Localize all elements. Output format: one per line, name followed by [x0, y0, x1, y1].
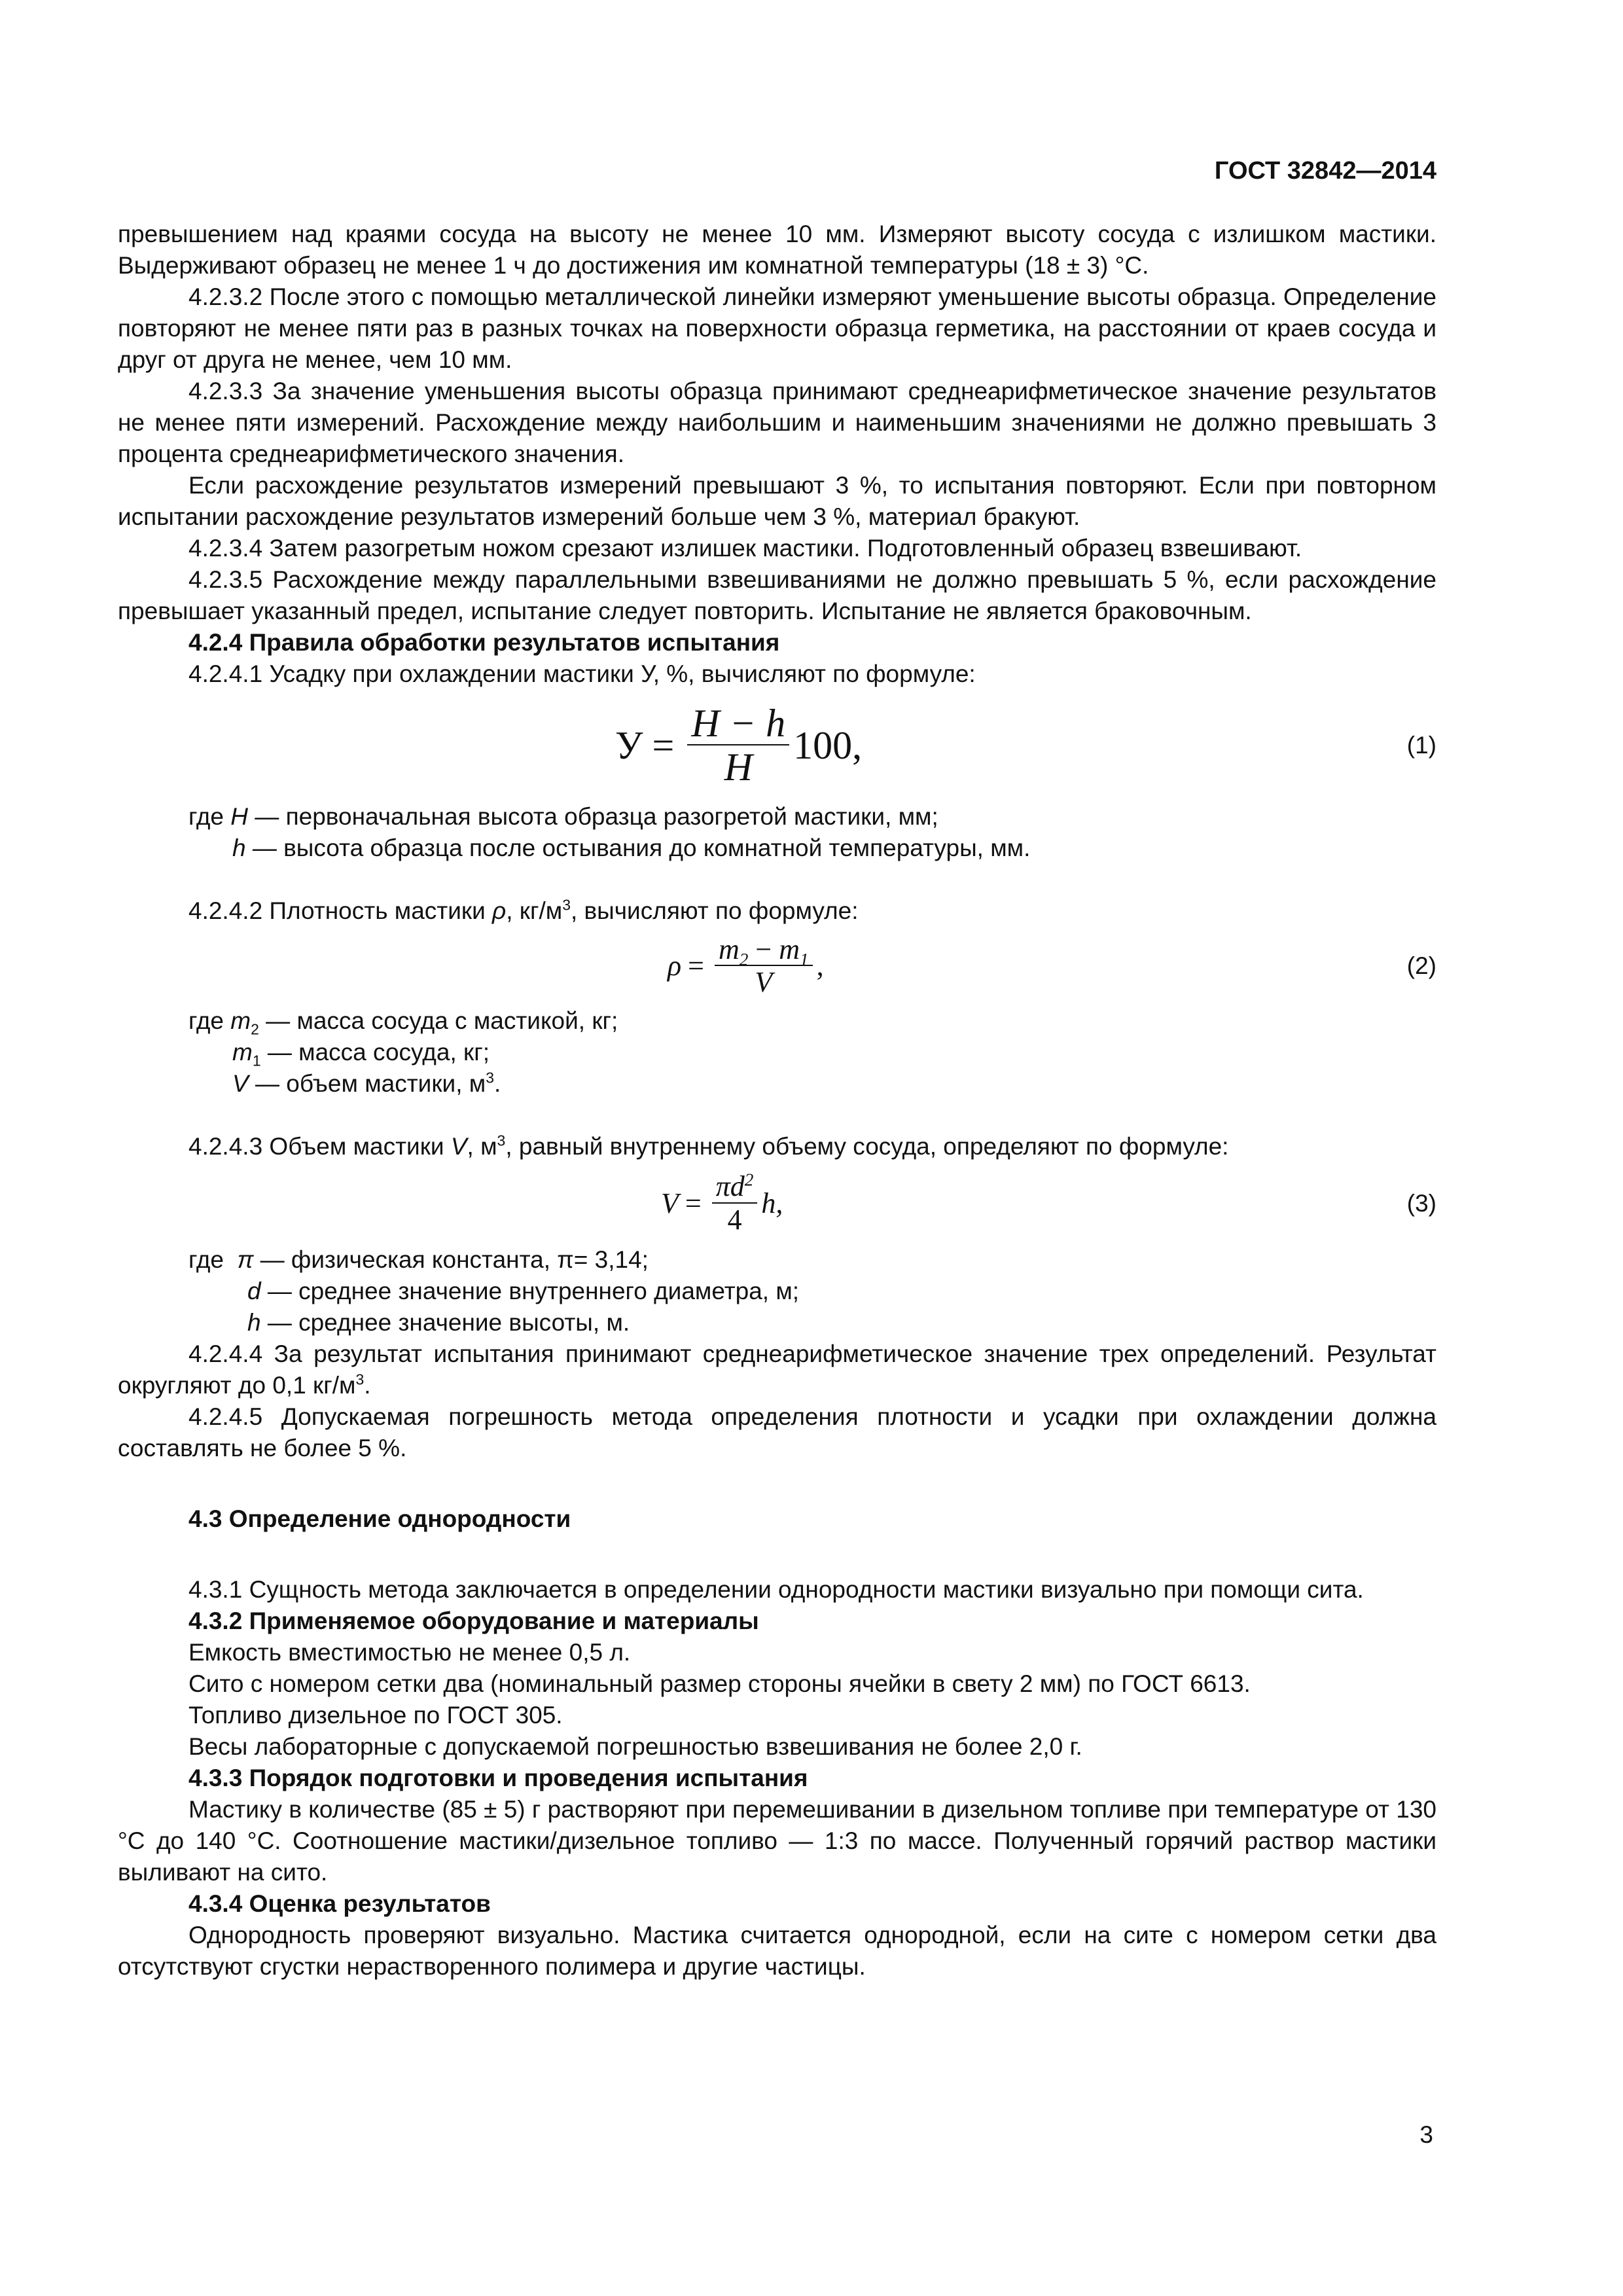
section-heading-4-3-2: 4.3.2 Применяемое оборудование и материалы	[188, 1607, 759, 1634]
formula-2-numerator	[715, 933, 813, 969]
minus-sign: −	[748, 933, 779, 965]
symbol-h: h	[247, 1309, 261, 1336]
formula-1-lhs: У	[615, 724, 643, 767]
clause-4-2-3-4: 4.2.3.4 Затем разогретым ножом срезают излишек мастики. Подготовленный образец взвешивают.	[188, 535, 1302, 562]
subscript: 1	[252, 1052, 261, 1069]
where-desc: — среднее значение внутреннего диаметра, м;	[260, 1278, 800, 1304]
document-header: ГОСТ 32842—2014	[1214, 157, 1436, 185]
where-line	[118, 801, 1436, 833]
text-run: , кг/м	[506, 897, 563, 924]
clause-4-2-4-2	[118, 895, 1436, 927]
formula-3	[118, 1162, 1436, 1244]
symbol-rho: ρ	[492, 897, 507, 924]
formula-2-expression	[668, 927, 824, 1005]
equipment-item: Топливо дизельное по ГОСТ 305.	[188, 1702, 563, 1729]
formula-3-fraction	[712, 1172, 758, 1234]
where-label: где	[188, 803, 224, 830]
document-body	[118, 219, 1436, 1982]
clause-4-2-4-3	[118, 1131, 1436, 1162]
formula-2-fraction	[715, 935, 813, 997]
page-number: 3	[1419, 2121, 1433, 2148]
clause-4-2-3-2: 4.2.3.2 После этого с помощью металлической линейки измеряют уменьшение высоты образца. Определение повторяют не менее пяти раз в разных точках на поверхности образца герметика, на расстоянии от краев сосуда и друг от друга не менее, чем 10 мм.	[118, 283, 1436, 373]
formula-1	[118, 690, 1436, 801]
symbol-h: h	[232, 834, 246, 861]
formula-2	[118, 927, 1436, 1005]
where-desc: — высота образца после остывания до комнатной температуры, мм.	[245, 834, 1031, 861]
symbol-pi: π	[237, 1246, 254, 1273]
formula-3-eq: =	[685, 1187, 702, 1219]
formula-3-numerator	[712, 1172, 758, 1203]
formula-2-tail: ,	[816, 950, 824, 982]
formula-1-expression	[615, 690, 862, 801]
superscript: 3	[355, 1371, 365, 1388]
section-heading-4-3: 4.3 Определение однородности	[188, 1505, 571, 1532]
formula-3-tail: h,	[761, 1187, 783, 1219]
paragraph: Если расхождение результатов измерений превышают 3 %, то испытания повторяют. Если при повторном испытании расхождение результатов измерений больше чем 3 %, материал бракуют.	[118, 472, 1436, 530]
where-desc: — среднее значение высоты, м.	[260, 1309, 630, 1336]
where-label: где	[188, 1246, 224, 1273]
formula-2-lhs: ρ	[668, 950, 682, 982]
where-line	[118, 833, 1436, 864]
formula-1-number: (1)	[1406, 732, 1436, 759]
symbol-m: m	[718, 933, 740, 965]
text-run: 4.2.4.2 Плотность мастики	[188, 897, 493, 924]
formula-3-denominator: 4	[727, 1203, 742, 1236]
superscript: 3	[486, 1069, 494, 1086]
subscript: 2	[739, 949, 749, 969]
superscript: 2	[744, 1170, 754, 1190]
where-desc: — объем мастики, м	[248, 1070, 486, 1097]
symbol-pi: π	[715, 1170, 730, 1203]
clause-4-2-3-5: 4.2.3.5 Расхождение между параллельными взвешиваниями не должно превышать 5 %, если расхождение превышает указанный предел, испытание следует повторить. Испытание не является браковочным.	[118, 566, 1436, 624]
text-run: .	[364, 1372, 371, 1399]
superscript: 3	[562, 896, 571, 914]
paragraph: превышением над краями сосуда на высоту не менее 10 мм. Измеряют высоту сосуда с излишком мастики. Выдерживают образец не менее 1 ч до достижения им комнатной температуры (18 ± 3) °С.	[118, 221, 1436, 279]
where-desc: — первоначальная высота образца разогретой мастики, мм;	[248, 803, 938, 830]
text-run: 4.2.4.4 За результат испытания принимают среднеарифметическое значение трех определений. Результат округляют до 0,1 кг/м	[118, 1340, 1436, 1399]
clause-4-2-4-1: 4.2.4.1 Усадку при охлаждении мастики У, %, вычисляют по формуле:	[188, 660, 976, 687]
formula-1-fraction	[687, 703, 789, 788]
where-desc: — масса сосуда, кг;	[260, 1039, 490, 1066]
symbol-m: m	[779, 933, 800, 965]
subscript: 2	[251, 1020, 259, 1038]
where-desc: — физическая константа, π= 3,14;	[253, 1246, 649, 1273]
superscript: 3	[497, 1132, 506, 1149]
equipment-item: Весы лабораторные с допускаемой погрешностью взвешивания не более 2,0 г.	[188, 1733, 1082, 1760]
formula-1-denominator: H	[724, 745, 753, 789]
section-heading-4-2-4: 4.2.4 Правила обработки результатов испытания	[188, 629, 780, 656]
formula-1-tail: 100,	[793, 724, 863, 767]
clause-4-2-4-4	[118, 1338, 1436, 1401]
text-run: , вычисляют по формуле:	[570, 897, 859, 924]
text-run: , м	[467, 1133, 497, 1160]
paragraph: Мастику в количестве (85 ± 5) г растворяют при перемешивании в дизельном топливе при температуре от 130 °С до 140 °С. Соотношение мастики/дизельное топливо — 1:3 по массе. Полученный горячий раствор мастики выливают на сито.	[118, 1796, 1436, 1886]
formula-3-number: (3)	[1406, 1189, 1436, 1217]
paragraph: Однородность проверяют визуально. Мастика считается однородной, если на сите с номером сетки два отсутствуют сгустки нерастворенного полимера и другие частицы.	[118, 1922, 1436, 1980]
where-line	[118, 1307, 1436, 1338]
clause-4-2-3-3: 4.2.3.3 За значение уменьшения высоты образца принимают среднеарифметическое значение результатов не менее пяти измерений. Расхождение между наибольшим и наименьшим значениями не должно превышать 3 процента среднеарифметического значения.	[118, 378, 1436, 467]
symbol-m2: m	[230, 1007, 251, 1034]
formula-3-lhs: V	[661, 1187, 679, 1219]
text-run: , равный внутреннему объему сосуда, определяют по формуле:	[505, 1133, 1229, 1160]
formula-1-numerator: H − h	[687, 703, 789, 745]
symbol-d: d	[247, 1278, 261, 1304]
formula-2-eq: =	[688, 950, 704, 982]
where-line	[118, 1068, 1436, 1100]
where-desc: — масса сосуда с мастикой, кг;	[259, 1007, 618, 1034]
formula-3-expression	[661, 1162, 783, 1244]
symbol-V: V	[450, 1133, 467, 1160]
formula-1-eq: =	[652, 724, 675, 767]
equipment-item: Сито с номером сетки два (номинальный размер стороны ячейки в свету 2 мм) по ГОСТ 6613.	[188, 1670, 1251, 1697]
where-label: где	[188, 1007, 224, 1034]
text-run: .	[493, 1070, 501, 1097]
text-run: 4.2.4.3 Объем мастики	[188, 1133, 451, 1160]
section-heading-4-3-3: 4.3.3 Порядок подготовки и проведения испытания	[188, 1765, 808, 1791]
symbol-m1: m	[232, 1039, 253, 1066]
where-line	[118, 1276, 1436, 1307]
where-line	[118, 1005, 1436, 1037]
clause-4-2-4-5: 4.2.4.5 Допускаемая погрешность метода определения плотности и усадки при охлаждении должна составлять не более 5 %.	[118, 1403, 1436, 1462]
where-line	[118, 1244, 1436, 1276]
equipment-item: Емкость вместимостью не менее 0,5 л.	[188, 1639, 631, 1666]
section-heading-4-3-4: 4.3.4 Оценка результатов	[188, 1890, 491, 1917]
symbol-V: V	[232, 1070, 249, 1097]
formula-2-denominator: V	[755, 966, 773, 998]
formula-2-number: (2)	[1406, 952, 1436, 979]
where-line	[118, 1037, 1436, 1068]
clause-4-3-1: 4.3.1 Сущность метода заключается в определении однородности мастики визуально при помощи сита.	[188, 1576, 1364, 1603]
subscript: 1	[799, 949, 809, 969]
symbol-H: H	[230, 803, 249, 830]
symbol-d: d	[730, 1170, 745, 1203]
